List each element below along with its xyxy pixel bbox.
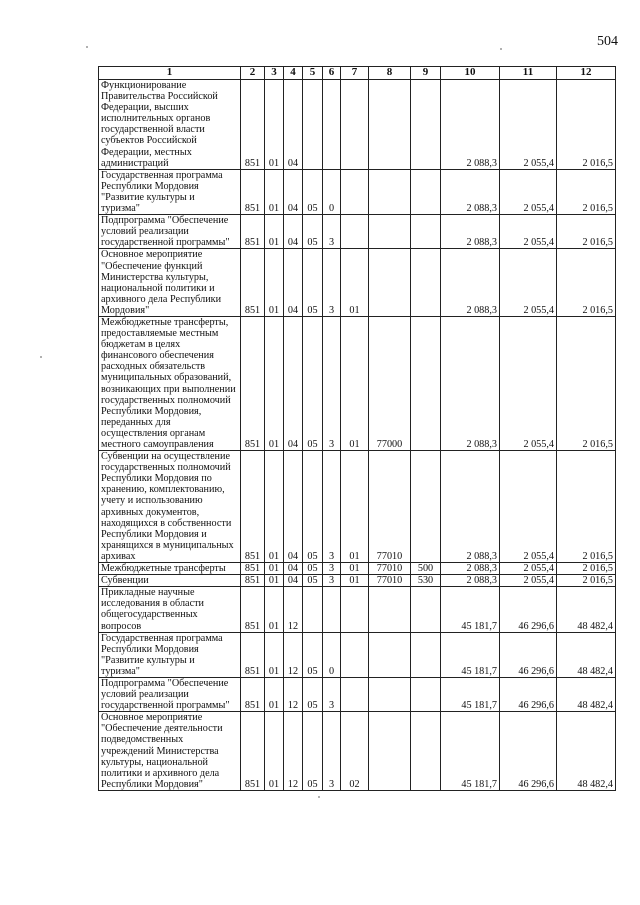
- cell-col-2: 851: [241, 677, 265, 711]
- cell-col-12: 2 016,5: [557, 563, 616, 575]
- cell-col-9: 530: [411, 575, 441, 587]
- cell-col-3: 01: [265, 215, 284, 249]
- cell-col-11: 2 055,4: [500, 249, 557, 317]
- cell-col-3: 01: [265, 632, 284, 677]
- column-header: 5: [303, 67, 323, 80]
- budget-table: [98, 66, 616, 791]
- cell-col-12: 2 016,5: [557, 575, 616, 587]
- cell-col-4: 04: [284, 215, 303, 249]
- row-name: Подпрограмма "Обеспечение условий реализации государственной программы": [99, 677, 241, 711]
- cell-col-5: 05: [303, 575, 323, 587]
- column-header: 6: [323, 67, 341, 80]
- cell-col-4: 04: [284, 80, 303, 170]
- cell-col-4: 04: [284, 249, 303, 317]
- cell-col-8: [369, 712, 411, 791]
- cell-col-6: [323, 587, 341, 632]
- cell-col-7: 01: [341, 563, 369, 575]
- cell-col-9: [411, 169, 441, 214]
- cell-col-6: 0: [323, 169, 341, 214]
- scan-speck: [40, 356, 42, 358]
- cell-col-7: 02: [341, 712, 369, 791]
- cell-col-9: [411, 587, 441, 632]
- cell-col-5: 05: [303, 677, 323, 711]
- cell-col-4: 04: [284, 316, 303, 450]
- cell-col-11: 46 296,6: [500, 632, 557, 677]
- cell-col-9: [411, 677, 441, 711]
- cell-col-10: 2 088,3: [441, 451, 500, 563]
- cell-col-7: 01: [341, 249, 369, 317]
- row-name: Субвенции на осуществление государственных полномочий Республики Мордовия по хранению, комплектованию, учету и использованию архивных документов, находящихся в собственности Республики Мордовия и хранящихся в муниципальных архивах: [99, 451, 241, 563]
- column-header: 10: [441, 67, 500, 80]
- cell-col-3: 01: [265, 80, 284, 170]
- cell-col-10: 2 088,3: [441, 316, 500, 450]
- cell-col-5: 05: [303, 712, 323, 791]
- header-row: [99, 67, 616, 80]
- cell-col-11: 46 296,6: [500, 677, 557, 711]
- cell-col-5: 05: [303, 632, 323, 677]
- cell-col-10: 45 181,7: [441, 587, 500, 632]
- table-row: [99, 563, 616, 575]
- cell-col-5: [303, 80, 323, 170]
- column-header: 3: [265, 67, 284, 80]
- cell-col-9: [411, 249, 441, 317]
- cell-col-10: 45 181,7: [441, 712, 500, 791]
- cell-col-2: 851: [241, 632, 265, 677]
- cell-col-3: 01: [265, 316, 284, 450]
- table-row: [99, 215, 616, 249]
- cell-col-5: 05: [303, 316, 323, 450]
- cell-col-5: 05: [303, 169, 323, 214]
- cell-col-3: 01: [265, 712, 284, 791]
- cell-col-2: 851: [241, 451, 265, 563]
- cell-col-8: 77000: [369, 316, 411, 450]
- cell-col-7: [341, 632, 369, 677]
- cell-col-9: [411, 215, 441, 249]
- cell-col-10: 2 088,3: [441, 575, 500, 587]
- cell-col-9: [411, 712, 441, 791]
- cell-col-2: 851: [241, 215, 265, 249]
- row-name: Межбюджетные трансферты, предоставляемые местным бюджетам в целях финансового обеспечения расходных обязательств муниципальных образований, возникающих при выполнении государственных полномочий Республики Мордовия, переданных для осуществления органам местного самоуправления: [99, 316, 241, 450]
- row-name: Государственная программа Республики Мордовия "Развитие культуры и туризма": [99, 632, 241, 677]
- cell-col-4: 12: [284, 587, 303, 632]
- row-name: Подпрограмма "Обеспечение условий реализации государственной программы": [99, 215, 241, 249]
- cell-col-4: 12: [284, 632, 303, 677]
- cell-col-8: [369, 169, 411, 214]
- cell-col-2: 851: [241, 575, 265, 587]
- column-header: 7: [341, 67, 369, 80]
- cell-col-5: [303, 587, 323, 632]
- cell-col-12: 48 482,4: [557, 677, 616, 711]
- table-row: [99, 316, 616, 450]
- cell-col-2: 851: [241, 563, 265, 575]
- cell-col-9: [411, 451, 441, 563]
- column-header: 2: [241, 67, 265, 80]
- cell-col-6: 3: [323, 451, 341, 563]
- cell-col-12: 2 016,5: [557, 215, 616, 249]
- cell-col-6: 3: [323, 249, 341, 317]
- table-row: [99, 249, 616, 317]
- cell-col-8: 77010: [369, 563, 411, 575]
- cell-col-12: 48 482,4: [557, 587, 616, 632]
- cell-col-2: 851: [241, 249, 265, 317]
- cell-col-4: 04: [284, 563, 303, 575]
- column-header: 8: [369, 67, 411, 80]
- cell-col-4: 04: [284, 451, 303, 563]
- cell-col-12: 2 016,5: [557, 249, 616, 317]
- table-row: [99, 451, 616, 563]
- cell-col-3: 01: [265, 451, 284, 563]
- scan-speck: [318, 796, 320, 798]
- cell-col-11: 2 055,4: [500, 169, 557, 214]
- cell-col-11: 46 296,6: [500, 712, 557, 791]
- cell-col-10: 2 088,3: [441, 169, 500, 214]
- cell-col-9: [411, 632, 441, 677]
- cell-col-6: 3: [323, 215, 341, 249]
- row-name: Функционирование Правительства Российской Федерации, высших исполнительных органов государственной власти субъектов Российской Федерации, местных администраций: [99, 80, 241, 170]
- cell-col-3: 01: [265, 249, 284, 317]
- cell-col-7: [341, 587, 369, 632]
- column-header: 11: [500, 67, 557, 80]
- row-name: Основное мероприятие "Обеспечение функций Министерства культуры, национальной политики и архивного дела Республики Мордовия": [99, 249, 241, 317]
- cell-col-5: 05: [303, 451, 323, 563]
- cell-col-4: 04: [284, 169, 303, 214]
- cell-col-8: [369, 632, 411, 677]
- column-header: 9: [411, 67, 441, 80]
- cell-col-10: 45 181,7: [441, 632, 500, 677]
- cell-col-11: 46 296,6: [500, 587, 557, 632]
- cell-col-8: [369, 249, 411, 317]
- cell-col-7: [341, 169, 369, 214]
- cell-col-3: 01: [265, 169, 284, 214]
- cell-col-6: 3: [323, 677, 341, 711]
- cell-col-10: 2 088,3: [441, 563, 500, 575]
- cell-col-11: 2 055,4: [500, 80, 557, 170]
- row-name: Государственная программа Республики Мордовия "Развитие культуры и туризма": [99, 169, 241, 214]
- cell-col-6: 3: [323, 316, 341, 450]
- cell-col-12: 2 016,5: [557, 316, 616, 450]
- cell-col-6: [323, 80, 341, 170]
- cell-col-11: 2 055,4: [500, 563, 557, 575]
- cell-col-11: 2 055,4: [500, 316, 557, 450]
- cell-col-6: 3: [323, 712, 341, 791]
- cell-col-8: [369, 215, 411, 249]
- table-row: [99, 587, 616, 632]
- cell-col-12: 48 482,4: [557, 712, 616, 791]
- cell-col-9: [411, 316, 441, 450]
- cell-col-2: 851: [241, 80, 265, 170]
- cell-col-8: [369, 677, 411, 711]
- cell-col-6: 0: [323, 632, 341, 677]
- cell-col-2: 851: [241, 712, 265, 791]
- row-name: Межбюджетные трансферты: [99, 563, 241, 575]
- cell-col-8: [369, 80, 411, 170]
- cell-col-3: 01: [265, 575, 284, 587]
- cell-col-8: 77010: [369, 451, 411, 563]
- cell-col-4: 12: [284, 677, 303, 711]
- cell-col-6: 3: [323, 575, 341, 587]
- cell-col-5: 05: [303, 563, 323, 575]
- table-row: [99, 712, 616, 791]
- cell-col-5: 05: [303, 215, 323, 249]
- cell-col-8: 77010: [369, 575, 411, 587]
- cell-col-6: 3: [323, 563, 341, 575]
- cell-col-2: 851: [241, 316, 265, 450]
- cell-col-7: 01: [341, 451, 369, 563]
- cell-col-11: 2 055,4: [500, 215, 557, 249]
- cell-col-10: 45 181,7: [441, 677, 500, 711]
- cell-col-12: 2 016,5: [557, 80, 616, 170]
- column-header: 4: [284, 67, 303, 80]
- cell-col-3: 01: [265, 677, 284, 711]
- cell-col-4: 12: [284, 712, 303, 791]
- table-row: [99, 575, 616, 587]
- cell-col-3: 01: [265, 587, 284, 632]
- cell-col-7: [341, 80, 369, 170]
- cell-col-10: 2 088,3: [441, 215, 500, 249]
- cell-col-8: [369, 587, 411, 632]
- table-row: [99, 677, 616, 711]
- column-header: 12: [557, 67, 616, 80]
- cell-col-3: 01: [265, 563, 284, 575]
- cell-col-7: 01: [341, 575, 369, 587]
- scan-speck: [500, 48, 502, 50]
- cell-col-7: [341, 677, 369, 711]
- table-row: [99, 632, 616, 677]
- cell-col-5: 05: [303, 249, 323, 317]
- cell-col-12: 2 016,5: [557, 169, 616, 214]
- cell-col-10: 2 088,3: [441, 80, 500, 170]
- cell-col-2: 851: [241, 587, 265, 632]
- row-name: Прикладные научные исследования в области общегосударственных вопросов: [99, 587, 241, 632]
- cell-col-4: 04: [284, 575, 303, 587]
- cell-col-11: 2 055,4: [500, 575, 557, 587]
- cell-col-12: 48 482,4: [557, 632, 616, 677]
- cell-col-9: [411, 80, 441, 170]
- cell-col-2: 851: [241, 169, 265, 214]
- scan-speck: [86, 46, 88, 48]
- table-row: [99, 80, 616, 170]
- cell-col-7: [341, 215, 369, 249]
- row-name: Субвенции: [99, 575, 241, 587]
- cell-col-11: 2 055,4: [500, 451, 557, 563]
- table-row: [99, 169, 616, 214]
- cell-col-12: 2 016,5: [557, 451, 616, 563]
- row-name: Основное мероприятие "Обеспечение деятельности подведомственных учреждений Министерства культуры, национальной политики и архивного дела Республики Мордовия": [99, 712, 241, 791]
- cell-col-9: 500: [411, 563, 441, 575]
- cell-col-10: 2 088,3: [441, 249, 500, 317]
- cell-col-7: 01: [341, 316, 369, 450]
- page-number: 504: [597, 34, 618, 49]
- column-header: 1: [99, 67, 241, 80]
